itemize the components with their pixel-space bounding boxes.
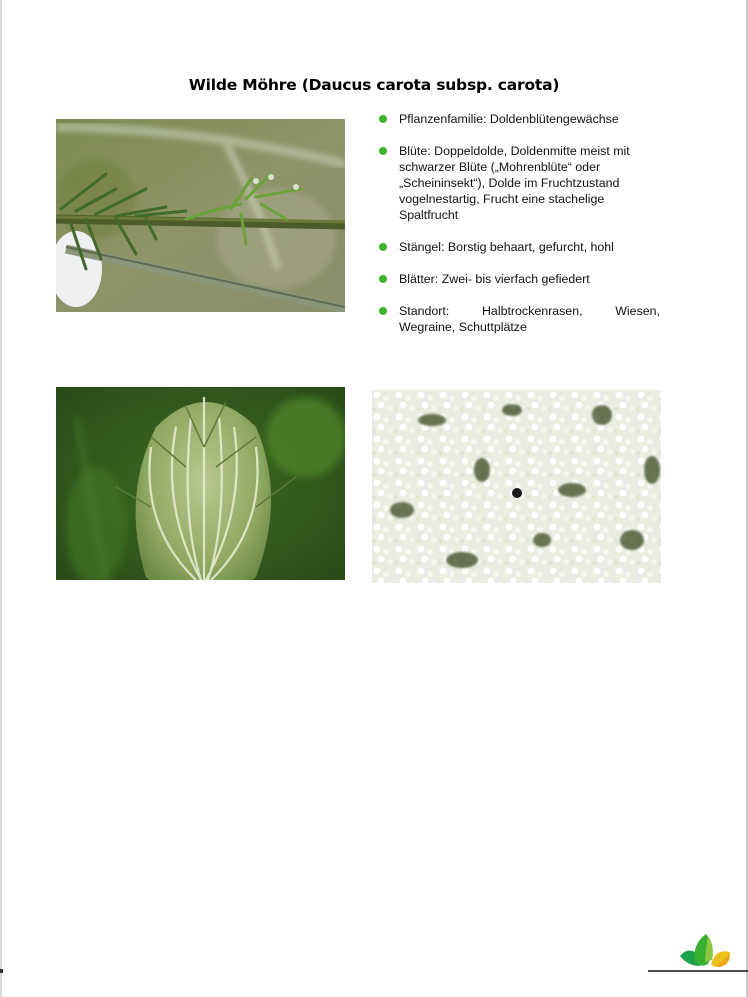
page-border-left bbox=[0, 0, 2, 997]
bullet-icon bbox=[379, 147, 387, 155]
photo-flower-umbel bbox=[372, 390, 661, 583]
fact-text: Blätter: Zwei- bis vierfach gefiedert bbox=[399, 272, 590, 286]
bullet-icon bbox=[379, 243, 387, 251]
fact-stem bbox=[378, 239, 660, 255]
plant-facts-list bbox=[378, 111, 660, 351]
footer-divider bbox=[648, 970, 748, 972]
bullet-icon bbox=[379, 275, 387, 283]
fact-leaves bbox=[378, 271, 660, 287]
fact-text: Pflanzenfamilie: Doldenblütengewächse bbox=[399, 112, 619, 126]
photo-stem-with-leaves bbox=[56, 119, 345, 312]
fact-family bbox=[378, 111, 660, 127]
bullet-icon bbox=[379, 307, 387, 315]
fact-flower bbox=[378, 143, 660, 223]
fact-habitat bbox=[378, 303, 660, 335]
brand-leaf-logo-icon bbox=[678, 932, 732, 968]
fact-text: Stängel: Borstig behaart, gefurcht, hohl bbox=[399, 240, 614, 254]
fact-text: Blüte: Doppeldolde, Doldenmitte meist mit schwarzer Blüte („Mohrenblüte“ oder „Scheininsekt“), Dolde im Fruchtzustand vogelnestartig, Frucht eine stachelige Spaltfrucht bbox=[399, 144, 630, 222]
page-marker bbox=[0, 969, 3, 973]
bullet-icon bbox=[379, 115, 387, 123]
fact-text: Standort: Halbtrockenrasen, Wiesen, Wegraine, Schuttplätze bbox=[399, 304, 660, 334]
photo-fruit-umbel bbox=[56, 387, 345, 580]
page-title: Wilde Möhre (Daucus carota subsp. carota) bbox=[188, 76, 560, 94]
